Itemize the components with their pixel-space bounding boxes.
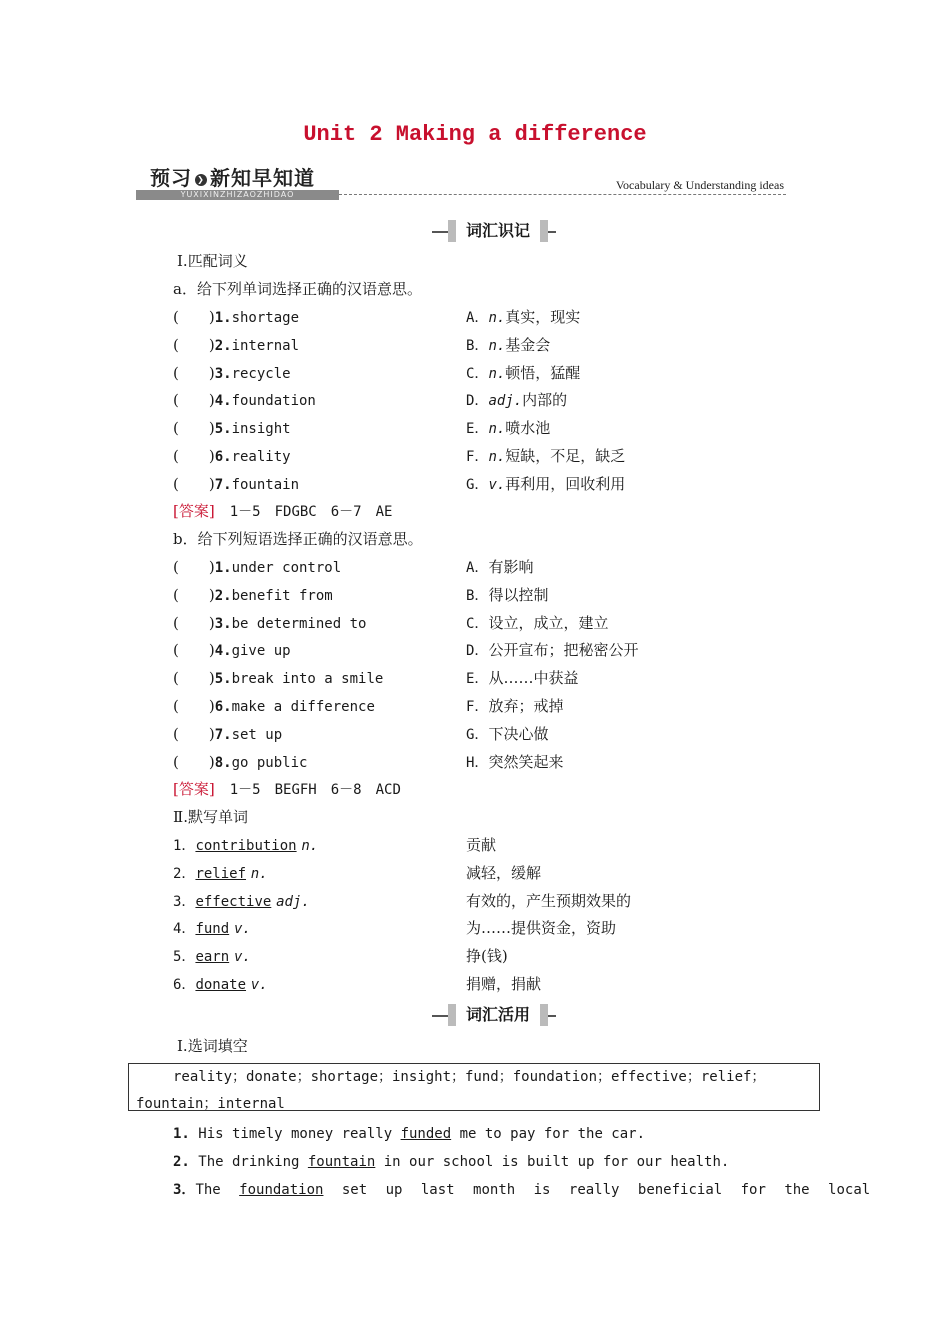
part-of-speech: v. [250, 977, 268, 993]
item-number: 7. [214, 726, 232, 743]
filled-word: fund [195, 921, 230, 938]
match-row [173, 307, 299, 328]
filled-word: contribution [195, 838, 297, 854]
instruction-b: b．给下列短语选择正确的汉语意思。 [173, 530, 423, 548]
item-number: 1． [173, 838, 196, 854]
item-word: reality [231, 449, 291, 465]
match-row [173, 557, 341, 578]
item-number: 5． [173, 949, 196, 966]
item-number: 7. [214, 476, 232, 493]
option-meaning: 公开宣布；把秘密公开 [488, 641, 639, 660]
sentence-text: His timely money really [189, 1126, 401, 1142]
answer-blank: ( ) [173, 447, 215, 465]
banner-subtitle: Vocabulary & Understanding ideas [615, 178, 784, 192]
part-of-speech: v. [233, 949, 251, 966]
word-bank-line-2: fountain；internal [136, 1096, 285, 1112]
item-word: fountain [231, 476, 300, 493]
option-row [466, 390, 567, 411]
filled-word: earn [195, 949, 230, 966]
answer-blank: ( ) [173, 335, 215, 354]
answer-blank: ( ) [173, 391, 215, 410]
option-row [466, 640, 638, 661]
option-meaning: 设立，成立，建立 [488, 613, 609, 632]
match-row [173, 363, 291, 384]
answer-blank: ( ) [173, 613, 215, 632]
item-number: 4. [214, 393, 232, 410]
option-letter: D． [466, 393, 489, 410]
part-of-speech: v. [233, 921, 251, 938]
answer-b [173, 779, 401, 800]
sentence-row [173, 1152, 729, 1172]
match-row [173, 418, 291, 439]
heading-label: 词汇活用 [448, 1004, 548, 1026]
answer-blank: ( ) [173, 558, 215, 576]
section-banner [136, 162, 786, 202]
match-row [173, 696, 375, 717]
option-meaning: 短缺，不足，缺乏 [505, 447, 626, 465]
item-number: 2. [214, 587, 232, 604]
match-row [173, 474, 299, 495]
item-phrase: benefit from [231, 587, 333, 604]
answer-text: 1－5 FDGBC 6－7 AE [229, 504, 393, 520]
filled-word: relief [195, 865, 247, 882]
answer-text: 1－5 BEGFH 6－8 ACD [229, 782, 401, 798]
item-number: 3． [173, 893, 196, 910]
match-row [173, 585, 333, 606]
write-row [173, 835, 318, 856]
item-phrase: give up [231, 643, 291, 660]
part-of-speech: n. [488, 337, 506, 354]
match-row [173, 446, 291, 467]
sentence-text: me to pay for the car. [451, 1126, 646, 1142]
sentence-text: in our school is built up for our health. [375, 1154, 730, 1170]
part-of-speech: n. [488, 365, 506, 382]
match-row [173, 752, 307, 773]
option-letter: G． [466, 726, 489, 743]
option-row [466, 335, 550, 356]
part-title-3: Ⅰ.选词填空 [177, 1037, 248, 1055]
sentence-number: 3． [173, 1182, 196, 1198]
section-heading-vocab-memory [0, 220, 950, 242]
option-letter: A． [466, 560, 489, 576]
word-bank-box [128, 1063, 820, 1111]
option-row [466, 474, 625, 495]
answer-a [173, 501, 392, 522]
section-heading-vocab-use [0, 1004, 950, 1026]
option-letter: F． [466, 449, 489, 465]
option-row [466, 585, 548, 606]
answer-blank: ( ) [173, 585, 215, 604]
banner-pinyin: YUXIXINZHIZAOZHIDAO [136, 190, 339, 200]
option-letter: C． [466, 365, 489, 382]
item-number: 1. [214, 310, 232, 326]
option-row [466, 724, 548, 745]
item-word: foundation [231, 393, 316, 410]
option-letter: B． [466, 337, 489, 354]
write-row [173, 891, 310, 912]
page-title: Unit 2 Making a difference [303, 122, 647, 147]
answer-blank: ( ) [173, 363, 215, 382]
option-row [466, 752, 563, 773]
option-meaning: 突然笑起来 [488, 752, 564, 771]
answer-blank: ( ) [173, 308, 215, 326]
option-meaning: 基金会 [505, 335, 551, 354]
item-word: recycle [231, 365, 291, 382]
part-of-speech: n. [488, 421, 506, 438]
answer-blank: ( ) [173, 474, 215, 493]
option-letter: E． [466, 671, 489, 688]
option-letter: F． [466, 699, 489, 715]
option-meaning: 真实，现实 [505, 308, 581, 326]
item-number: 5. [214, 671, 232, 688]
answer-blank: ( ) [173, 641, 215, 660]
part-of-speech: n. [488, 449, 506, 465]
option-row [466, 557, 533, 578]
sentence-answer: foundation [239, 1182, 324, 1198]
word-bank-line-1: reality；donate；shortage；insight；fund；foundation；effective；relief； [173, 1069, 766, 1085]
answer-blank: ( ) [173, 724, 215, 743]
sentence-number: 1. [173, 1126, 190, 1142]
option-meaning: 内部的 [522, 391, 568, 410]
item-number: 2． [173, 865, 196, 882]
item-number: 8. [214, 754, 232, 771]
answer-blank: ( ) [173, 669, 215, 688]
item-word: shortage [231, 310, 300, 326]
match-row [173, 640, 291, 661]
option-row [466, 696, 563, 717]
match-row [173, 668, 383, 689]
match-row [173, 335, 299, 356]
write-row [173, 946, 251, 967]
answer-blank: ( ) [173, 697, 215, 715]
match-row [173, 390, 316, 411]
item-phrase: make a difference [231, 699, 375, 715]
option-letter: E． [466, 421, 489, 438]
filled-word: donate [195, 977, 247, 993]
banner-title [150, 162, 315, 191]
sentence-answer: fountain [307, 1154, 376, 1170]
filled-word: effective [195, 893, 272, 910]
item-word: insight [231, 421, 291, 438]
sentence-row [173, 1180, 870, 1200]
part-of-speech: n. [488, 310, 506, 326]
item-number: 6. [214, 699, 232, 715]
option-letter: G． [466, 476, 489, 493]
answer-tag: [答案] [173, 502, 215, 520]
part-title-2: Ⅱ.默写单词 [173, 808, 248, 826]
option-meaning: 喷水池 [505, 419, 551, 438]
item-phrase: go public [231, 754, 308, 771]
option-meaning: 再利用，回收利用 [505, 474, 626, 493]
sentence-text: The drinking [189, 1154, 308, 1170]
option-meaning: 下决心做 [488, 724, 549, 743]
part-of-speech: n. [250, 865, 268, 882]
item-number: 3. [214, 615, 232, 632]
item-number: 1. [214, 560, 232, 576]
heading-label: 词汇识记 [448, 220, 548, 242]
item-number: 5. [214, 421, 232, 438]
item-phrase: under control [231, 560, 342, 576]
item-word: internal [231, 337, 300, 354]
instruction-a: a．给下列单词选择正确的汉语意思。 [173, 280, 422, 298]
option-row [466, 613, 608, 634]
word-meaning: 为……提供资金，资助 [466, 919, 617, 938]
chevron-right-icon: ❯ [195, 174, 207, 186]
option-meaning: 有影响 [488, 558, 534, 576]
option-row [466, 668, 578, 689]
option-letter: D． [466, 643, 489, 660]
item-phrase: be determined to [231, 615, 367, 632]
option-letter: B． [466, 587, 489, 604]
option-meaning: 得以控制 [488, 585, 549, 604]
item-phrase: break into a smile [231, 671, 384, 688]
option-row [466, 363, 580, 384]
item-number: 6. [214, 449, 232, 465]
part-of-speech: n. [301, 838, 319, 854]
sentence-text: set up last month is really beneficial for the local [323, 1182, 871, 1198]
option-letter: C． [466, 615, 489, 632]
answer-tag: [答案] [173, 780, 215, 798]
word-meaning: 有效的，产生预期效果的 [466, 891, 632, 910]
option-row [466, 446, 625, 467]
item-number: 4． [173, 921, 196, 938]
part-title: Ⅰ.匹配词义 [177, 252, 248, 270]
option-meaning: 从……中获益 [488, 669, 579, 688]
sentence-row [173, 1124, 645, 1144]
item-phrase: set up [231, 726, 283, 743]
answer-blank: ( ) [173, 419, 215, 438]
item-number: 6． [173, 977, 196, 993]
word-meaning: 挣(钱) [466, 947, 508, 966]
item-number: 2. [214, 337, 232, 354]
option-letter: A． [466, 310, 489, 326]
part-of-speech: adj. [276, 893, 310, 910]
word-meaning: 贡献 [466, 836, 497, 854]
option-row [466, 418, 550, 439]
banner-label-preview: 预习 [150, 166, 192, 190]
option-meaning: 顿悟，猛醒 [505, 363, 581, 382]
item-number: 4. [214, 643, 232, 660]
sentence-text: The [195, 1182, 240, 1198]
match-row [173, 724, 282, 745]
word-meaning: 减轻，缓解 [466, 863, 542, 882]
banner-divider [339, 194, 786, 195]
answer-blank: ( ) [173, 752, 215, 771]
word-meaning: 捐赠，捐献 [466, 975, 542, 993]
option-meaning: 放弃；戒掉 [488, 697, 564, 715]
banner-label-knowledge: 新知早知道 [210, 166, 315, 190]
option-row [466, 307, 580, 328]
write-row [173, 974, 268, 995]
write-row [173, 863, 268, 884]
part-of-speech: v. [488, 476, 506, 493]
option-letter: H． [466, 754, 489, 771]
match-row [173, 613, 366, 634]
part-of-speech: adj. [488, 393, 523, 410]
item-number: 3. [214, 365, 232, 382]
sentence-number: 2. [173, 1154, 190, 1170]
write-row [173, 918, 251, 939]
sentence-answer: funded [400, 1126, 452, 1142]
